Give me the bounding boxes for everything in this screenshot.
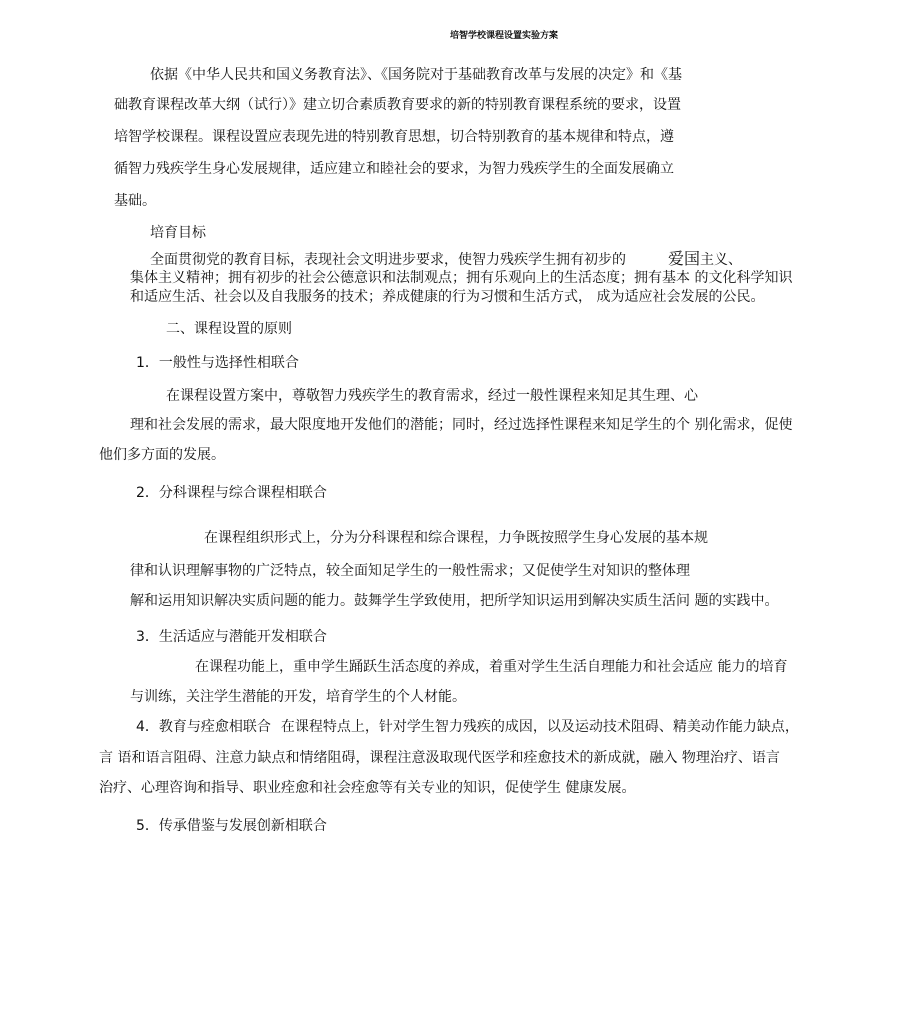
goals-heading: 培育目标 bbox=[150, 225, 206, 241]
goals-line-1-keyword: 爱国 bbox=[668, 249, 701, 268]
goals-line-1-text: 全面贯彻党的教育目标，表现社会文明进步要求，使智力残疾学生拥有初步的 bbox=[150, 252, 626, 268]
goals-line-1-tail: 主义、 bbox=[700, 252, 743, 268]
intro-line-4: 循智力残疾学生身心发展规律，适应建立和睦社会的要求，为智力残疾学生的全面发展确立 bbox=[114, 161, 674, 177]
principle-2-line-1: 在课程组织形式上，分为分科课程和综合课程，力争既按照学生身心发展的基本规 bbox=[204, 530, 708, 546]
goals-line-2: 集体主义精神；拥有初步的社会公德意识和法制观点；拥有乐观向上的生活态度；拥有基本 的文化科学知识 bbox=[130, 270, 793, 286]
principle-1-line-1: 在课程设置方案中，尊敬智力残疾学生的教育需求，经过一般性课程来知足其生理、心 bbox=[166, 388, 698, 404]
principle-3-title: 3．生活适应与潜能开发相联合 bbox=[136, 629, 327, 645]
principle-3-line-2: 与训练，关注学生潜能的开发，培育学生的个人材能。 bbox=[130, 689, 466, 705]
principle-4-line-2: 言 语和语言阻碍、注意力缺点和情绪阻碍，课程注意汲取现代医学和痊愈技术的新成就，融入 物理治疗、语言 bbox=[99, 750, 780, 766]
principles-heading: 二、课程设置的原则 bbox=[166, 321, 292, 337]
page-header: 培智学校课程设置实验方案 bbox=[450, 31, 559, 41]
principle-3-line-1: 在课程功能上，重申学生踊跃生活态度的养成，着重对学生生活自理能力和社会适应 能力的培育 bbox=[195, 659, 788, 675]
intro-line-5: 基础。 bbox=[114, 193, 156, 209]
principle-2-line-3: 解和运用知识解决实质问题的能力。鼓舞学生学致使用，把所学知识运用到解决实质生活问 题的实践中。 bbox=[130, 593, 779, 609]
principle-5-title: 5．传承借鉴与发展创新相联合 bbox=[136, 818, 327, 834]
goals-line-3: 和适应生活、社会以及自我服务的技术；养成健康的行为习惯和生活方式， 成为适应社会发展的公民。 bbox=[130, 289, 765, 305]
principle-1-title: 1．一般性与选择性相联合 bbox=[136, 355, 299, 371]
principle-2-line-2: 律和认识理解事物的广泛特点，较全面知足学生的一般性需求；又促使学生对知识的整体理 bbox=[130, 563, 690, 579]
intro-line-2: 础教育课程改革大纲（试行）》建立切合素质教育要求的新的特别教育课程系统的要求，设置 bbox=[114, 97, 681, 113]
goals-line-1 bbox=[150, 250, 742, 269]
principle-4-title: 4．教育与痊愈相联合 bbox=[136, 719, 271, 735]
intro-line-1: 依据《中华人民共和国义务教育法》、《国务院对于基础教育改革与发展的决定》和《基 bbox=[150, 67, 682, 83]
principle-4-line-1 bbox=[136, 718, 799, 736]
principle-4-line-1-text: 在课程特点上，针对学生智力残疾的成因，以及运动技术阻碍、精美动作能力缺点， bbox=[280, 719, 799, 735]
principle-1-line-2: 理和社会发展的需求，最大限度地开发他们的潜能；同时，经过选择性课程来知足学生的个 别化需求，促使 bbox=[130, 417, 793, 433]
principle-4-line-3: 治疗、心理咨询和指导、职业痊愈和社会痊愈等有关专业的知识，促使学生 健康发展。 bbox=[99, 780, 636, 796]
principle-1-line-3: 他们多方面的发展。 bbox=[99, 447, 225, 463]
intro-line-3: 培智学校课程。课程设置应表现先进的特别教育思想，切合特别教育的基本规律和特点，遵 bbox=[114, 129, 674, 145]
principle-2-title: 2．分科课程与综合课程相联合 bbox=[136, 485, 327, 501]
